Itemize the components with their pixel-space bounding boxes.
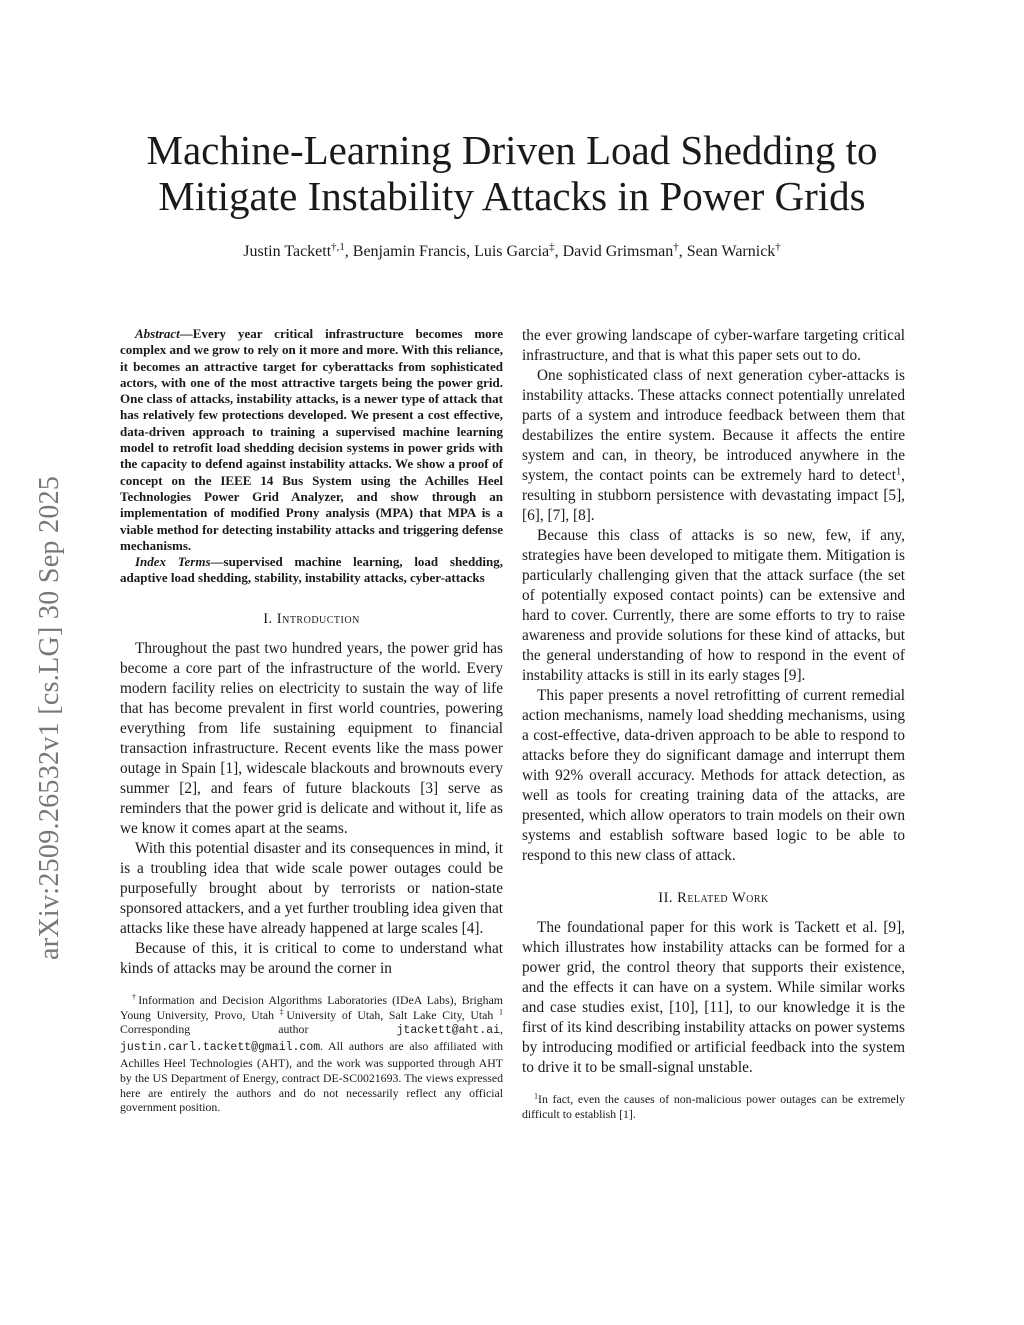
paragraph: This paper presents a novel retrofitting of current remedial action mechanisms, namely load shedding mechanisms, using a cost-effective, data-driven approach to be able to respond to attacks before they do significant damage and interrupt them with 92% overall accuracy. Methods for attack detection, as well as tools for creating training data of the attacks, are presented, which allow operators to train models on their own systems and establish software based logic to be able to respond to this new class of attack. xyxy=(522,687,905,864)
footnote-text: . All authors are also affiliated with Achilles Heel Technologies (AHT), and the work was supported through AHT by the US Department of Energy, contract DE-SC0021693. The views expressed here are entirely the authors and do not necessarily reflect any official government position. xyxy=(120,1039,503,1115)
author-mark: †,1 xyxy=(331,241,345,254)
author-name: Sean Warnick xyxy=(686,243,776,260)
footnote-mark: † xyxy=(132,992,139,1002)
author-name: Justin Tackett xyxy=(243,243,332,260)
paragraph xyxy=(522,366,905,526)
footnote-text: Information and Decision Algorithms Laboratories (IDeA Labs), Brigham Young University, Provo, Utah xyxy=(120,992,503,1022)
paragraph: The foundational paper for this work is Tackett et al. [9], which illustrates how instability attacks can be formed for a power grid, the control theory that supports their existence, and the effects it can have on a system. While similar works and case studies exist, [10], [11], to our knowledge it is the first of its kind describing instability attacks on power systems by introducing modified or artificial feedback into the system to drive it to be small-signal unstable. xyxy=(522,919,905,1076)
author-list: Justin Tackett$^{\dagger,1}$, Benjamin Francis, Luis Garcia‡, David Grimsman†, Sean Warnick† xyxy=(243,241,781,260)
left-column xyxy=(120,326,503,1115)
index-terms-label: Index Terms xyxy=(135,554,211,570)
footnote-1 xyxy=(522,1092,905,1122)
author-mark: † xyxy=(673,241,679,254)
title-line-1: Machine-Learning Driven Load Shedding to xyxy=(146,127,878,173)
paragraph: Because of this, it is critical to come to understand what kinds of attacks may be around the corner in xyxy=(120,939,503,977)
paragraph-text: , resulting in stubborn persistence with devastating impact [5], [6], [7], [8]. xyxy=(522,467,905,524)
section-heading-introduction: I. Introduction xyxy=(263,610,360,627)
author-name: David Grimsman xyxy=(562,243,674,260)
paragraph: the ever growing landscape of cyber-warfare targeting critical infrastructure, and that is what this paper sets out to do. xyxy=(522,327,905,364)
author-mark: † xyxy=(775,241,781,254)
footnote-mark: 1 xyxy=(534,1091,539,1101)
paragraph-text: One sophisticated class of next generation cyber-attacks is instability attacks. These attacks connect potentially unrelated parts of a system and introduce feedback between them that destabilizes the entire system. Because it affects the entire system and can, in theory, be introduced anywhere in the system, the contact points can be extremely hard to detect xyxy=(522,367,905,484)
author-email[interactable]: jtackett@aht.ai xyxy=(396,1024,501,1038)
footnote-reference: 1 xyxy=(895,466,902,478)
author-name: Benjamin Francis xyxy=(352,243,467,260)
footnote-text: Corresponding author xyxy=(120,1022,397,1037)
author-email[interactable]: justin.carl.tackett@gmail.com xyxy=(120,1041,321,1055)
arxiv-identifier: arXiv:2509.26532v1 [cs.LG] 30 Sep 2025 xyxy=(34,475,65,960)
abstract-label: Abstract xyxy=(135,326,180,341)
right-column xyxy=(522,326,905,1122)
index-terms-text: —supervised machine learning, load shedding, adaptive load shedding, stability, instability attacks, cyber-attacks xyxy=(120,554,503,586)
abstract-text: —Every year critical infrastructure becomes more complex and we grow to rely on it more and more. With this reliance, it becomes an attractive target for cyberattacks from sophisticated actors, with one of the most attractive targets being the power grid. One class of attacks, instability attacks, is a newer type of attack that has relatively few protections developed. We present a cost effective, data-driven approach to training a supervised machine learning model to retrofit load shedding decision systems in power grids with the capacity to defend against instability attacks. We show a proof of concept on the IEEE 14 Bus System using the Achilles Heel Technologies Power Grid Analyzer, and show through an implementation of modified Prony analysis (MPA) that MPA is a viable method for detecting instability attacks and triggering defense mechanisms. xyxy=(120,326,503,553)
footnote-mark: ‡ xyxy=(279,1007,287,1017)
title-line-2: Mitigate Instability Attacks in Power Grids xyxy=(158,173,866,219)
author-mark: ‡ xyxy=(549,241,555,254)
footnote-text: , xyxy=(500,1022,503,1037)
paragraph: Throughout the past two hundred years, the power grid has become a core part of the infrastructure of the world. Every modern facility relies on electricity to sustain the way of life that has become prevalent in first world countries, powering everything from life sustaining equipment to financial transaction infrastructure. Recent events like the mass power outage in Spain [1], widescale blackouts and brownouts every summer [2], and fears of future blackouts [3] serve as reminders that the power grid is delicate and without it, life as we know it comes apart at the seams. xyxy=(120,639,503,837)
footnote-text: University of Utah, Salt Lake City, Utah xyxy=(286,1007,499,1022)
paper-title xyxy=(100,127,924,219)
footnote-mark: 1 xyxy=(498,1007,503,1017)
section-heading-related-work: II. Related Work xyxy=(658,890,769,906)
paragraph: With this potential disaster and its consequences in mind, it is a troubling idea that wide scale power outages could be purposefully brought about by terrorists or nation-state sponsored attackers, and a yet further troubling idea given that attacks like these have already happened at large scales [4]. xyxy=(120,839,503,937)
author-name: Luis Garcia xyxy=(474,243,550,260)
affiliation-footnote xyxy=(120,993,503,1115)
abstract xyxy=(120,326,503,587)
footnote-text: In fact, even the causes of non-malicious power outages can be extremely difficult to establish [1]. xyxy=(522,1092,905,1121)
paragraph: Because this class of attacks is so new, few, if any, strategies have been developed to mitigate them. Mitigation is particularly challenging given that the attack surface (the set of potentially exposed contact points) can be extensive and hard to cover. Currently, there are some efforts to try to raise awareness and provide solutions for these kind of attacks, but the general understanding of how to respond in the event of instability attacks is still in its early stages [9]. xyxy=(522,527,905,684)
